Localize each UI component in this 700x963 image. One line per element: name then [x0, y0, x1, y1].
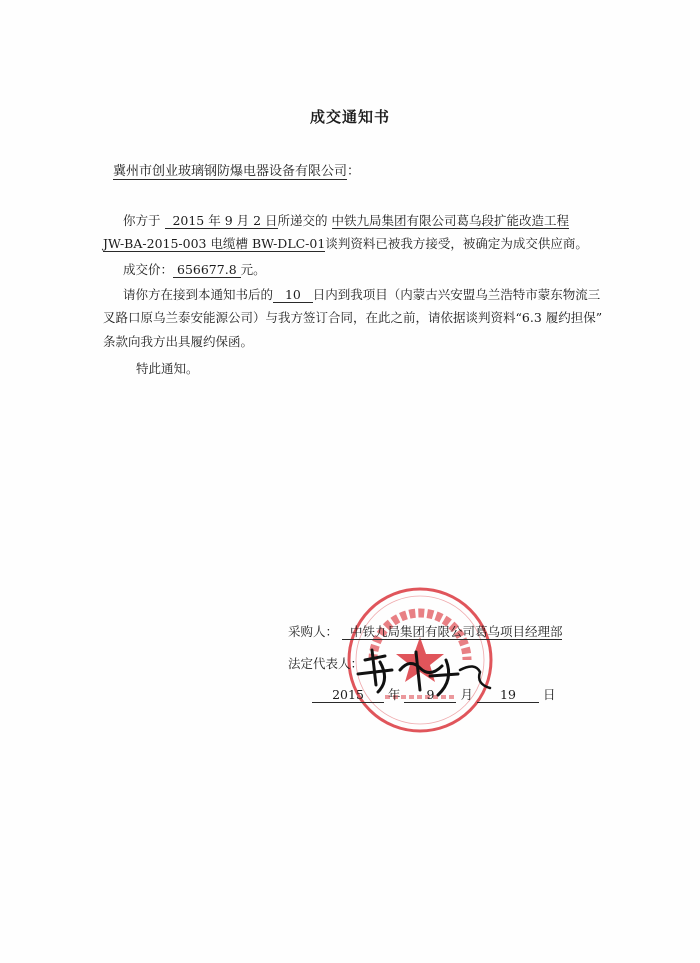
days-value: 10: [273, 287, 313, 303]
date-year: 2015: [312, 687, 384, 703]
addressee-name: 冀州市创业玻璃钢防爆电器设备有限公司: [113, 164, 348, 179]
closing-text: 特此通知。: [136, 361, 199, 376]
date-month-unit: 月: [460, 687, 473, 702]
addressee: [113, 160, 360, 179]
legal-rep-label: 法定代表人：: [288, 656, 364, 671]
date-row: [312, 685, 555, 703]
date-day: 19: [477, 687, 539, 703]
buyer-label: 采购人：: [288, 624, 339, 639]
submission-date: 2015 年 9 月 2 日: [165, 213, 278, 229]
price-unit: 元。: [240, 262, 266, 277]
para1-line2: [103, 234, 588, 252]
price-label: 成交价：: [123, 262, 174, 277]
buyer-name: 中铁九局集团有限公司葛乌项目经理部: [342, 624, 562, 640]
document-title: 成交通知书: [309, 108, 390, 126]
para1-mid: 所递交的: [277, 213, 328, 228]
para2-prefix: 请你方在接到本通知书后的: [123, 287, 274, 302]
para2-line1-rest: 日内到我项目（内蒙古兴安盟乌兰浩特市蒙东物流三: [312, 287, 601, 302]
price-value: 656677.8: [173, 262, 241, 278]
para1-line1: [123, 211, 569, 229]
para2-line1: [123, 285, 600, 303]
para2-line3: 条款向我方出具履约保函。: [103, 334, 254, 349]
buyer-row: [288, 622, 562, 640]
date-month: 9: [404, 687, 456, 703]
para2-line2: 叉路口原乌兰泰安能源公司）与我方签订合同，在此之前，请依据谈判资料“6.3 履约担保”: [103, 310, 603, 325]
project-name-a: 中铁九局集团有限公司葛乌段扩能改造工程: [331, 213, 570, 228]
para1-prefix: 你方于: [123, 213, 161, 228]
legal-rep-row: [288, 654, 363, 672]
price-line: [123, 260, 266, 278]
date-year-unit: 年: [387, 687, 401, 702]
date-day-unit: 日: [542, 687, 556, 702]
project-name-b: JW-BA-2015-003 电缆槽 BW-DLC-01: [103, 236, 326, 251]
addressee-colon: ：: [347, 164, 361, 179]
para1-suffix: 谈判资料已被我方接受，被确定为成交供应商。: [325, 236, 588, 251]
